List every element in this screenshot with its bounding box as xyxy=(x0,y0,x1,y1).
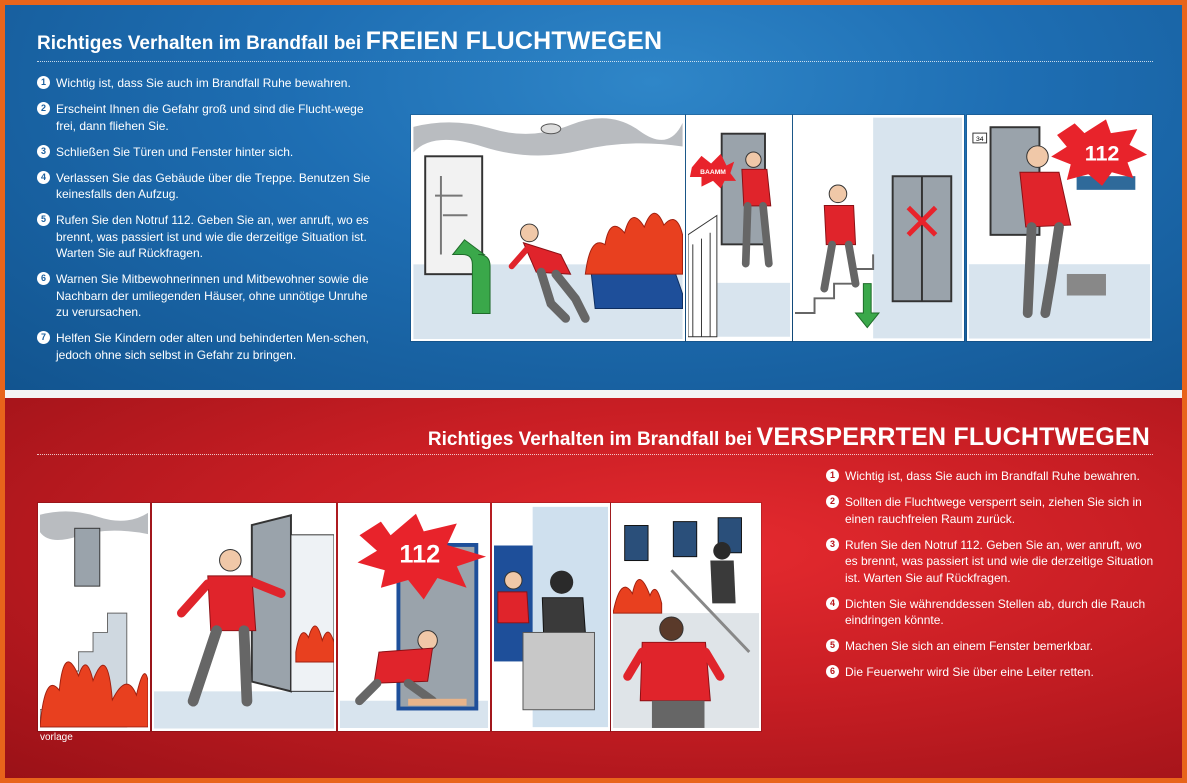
free-escape-steps xyxy=(37,75,377,373)
step-number-badge: 5 xyxy=(37,213,50,226)
panel-seal-door xyxy=(338,503,490,731)
step-number-badge: 7 xyxy=(37,331,50,344)
retreat-room-illustration xyxy=(154,505,334,729)
alarm-label: BAAMM xyxy=(700,169,726,177)
step-number-badge: 1 xyxy=(37,76,50,89)
free-title-prefix: Richtiges Verhalten im Brandfall bei xyxy=(37,33,362,54)
step-item xyxy=(826,494,1156,527)
panel-ladder-rescue xyxy=(611,503,761,731)
open-door xyxy=(252,515,291,691)
step-number-badge: 5 xyxy=(826,639,839,652)
step-item xyxy=(37,144,377,161)
step-text: Wichtig ist, dass Sie auch im Brandfall Ruhe bewahren. xyxy=(845,469,1140,483)
blocked-escape-steps xyxy=(826,468,1156,690)
step-text: Sollten die Fluchtwege versperrt sein, ziehen Sie sich in einen rauchfreien Raum zurück. xyxy=(845,495,1142,526)
step-item xyxy=(37,75,377,92)
step-text: Warnen Sie Mitbewohnerinnen und Mitbewohner sowie die Nachbarn der umliegenden Häuser, ohne unnötige Unruhe zu verursachen. xyxy=(56,272,369,319)
free-title-emphasis: FREIEN FLUCHTWEGEN xyxy=(365,27,663,55)
step-number-badge: 2 xyxy=(37,102,50,115)
panel-signal-window xyxy=(492,503,610,731)
door-gap-towel xyxy=(408,699,466,706)
panel-close-door xyxy=(686,115,792,341)
panel-call-112 xyxy=(967,115,1152,341)
footer-caption: vorlage xyxy=(40,732,73,743)
blocked-escape-section xyxy=(5,398,1182,778)
step-text: Schließen Sie Türen und Fenster hinter sich. xyxy=(56,144,294,159)
title-divider xyxy=(37,61,1153,62)
step-text: Machen Sie sich an einem Fenster bemerkbar. xyxy=(845,639,1094,653)
step-text: Die Feuerwehr wird Sie über eine Leiter retten. xyxy=(845,665,1094,679)
step-item xyxy=(826,638,1156,655)
door-number: 34 xyxy=(975,135,984,143)
signal-window-illustration xyxy=(494,505,608,729)
flee-fire-illustration xyxy=(413,117,683,339)
title-divider xyxy=(37,454,1153,455)
free-escape-title xyxy=(37,27,662,56)
use-stairs-illustration xyxy=(795,117,962,339)
step-item xyxy=(826,468,1156,485)
step-item xyxy=(826,664,1156,681)
panel-flee-fire xyxy=(411,115,685,341)
step-text: Dichten Sie währenddessen Stellen ab, durch die Rauch eindringen könnte. xyxy=(845,596,1146,627)
emergency-number: 112 xyxy=(1084,141,1120,166)
blocked-title-prefix: Richtiges Verhalten im Brandfall bei xyxy=(427,429,753,450)
step-item xyxy=(37,271,377,321)
step-item xyxy=(826,537,1156,587)
step-text: Rufen Sie den Notruf 112. Geben Sie an, wer anruft, wo es brennt, was passiert ist und wie die derzeitige Situation ist. Warten Sie auf Rückfragen. xyxy=(845,537,1154,585)
poster xyxy=(5,5,1182,778)
step-item xyxy=(37,330,377,363)
step-number-badge: 6 xyxy=(37,272,50,285)
emergency-number: 112 xyxy=(399,540,441,569)
step-text: Helfen Sie Kindern oder alten und behinderten Men-schen, jedoch ohne sich selbst in Gefahr zu bringen. xyxy=(56,331,369,362)
section-separator xyxy=(5,390,1182,398)
step-item xyxy=(37,170,377,203)
step-number-badge: 1 xyxy=(826,469,839,482)
ladder-rescue-illustration xyxy=(613,505,759,729)
free-escape-section xyxy=(5,5,1182,390)
step-item xyxy=(37,101,377,134)
step-text: Verlassen Sie das Gebäude über die Treppe. Benutzen Sie keinesfalls den Aufzug. xyxy=(56,170,371,201)
panel-blocked-stairs xyxy=(38,503,150,731)
seal-door-illustration xyxy=(340,505,488,729)
firefighter-helmet xyxy=(550,571,573,594)
step-number-badge: 3 xyxy=(37,145,50,158)
blocked-stairs-illustration xyxy=(40,505,148,729)
panel-retreat-room xyxy=(152,503,336,731)
step-text: Wichtig ist, dass Sie auch im Brandfall Ruhe bewahren. xyxy=(56,76,351,90)
blocked-escape-title xyxy=(428,423,1150,452)
person-head xyxy=(520,224,538,242)
step-item xyxy=(826,596,1156,629)
doormat xyxy=(1067,274,1106,296)
step-number-badge: 2 xyxy=(826,495,839,508)
step-number-badge: 3 xyxy=(826,538,839,551)
step-text: Erscheint Ihnen die Gefahr groß und sind die Flucht-wege frei, dann fliehen Sie. xyxy=(56,102,364,133)
step-text: Rufen Sie den Notruf 112. Geben Sie an, wer anruft, wo es brennt, was passiert ist und wie die derzeitige Situation ist. Warten Sie auf Rückfragen. xyxy=(56,213,369,260)
step-number-badge: 4 xyxy=(826,597,839,610)
step-number-badge: 4 xyxy=(37,171,50,184)
blocked-title-emphasis: VERSPERRTEN FLUCHTWEGEN xyxy=(756,423,1150,451)
call-112-illustration xyxy=(969,117,1150,339)
close-door-illustration xyxy=(688,117,790,339)
step-number-badge: 6 xyxy=(826,665,839,678)
panel-use-stairs xyxy=(793,115,964,341)
step-item xyxy=(37,212,377,262)
